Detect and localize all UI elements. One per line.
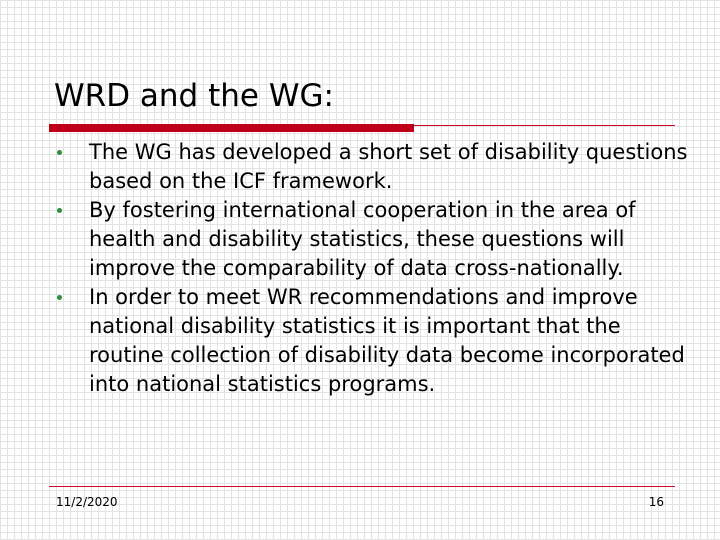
bullet-item <box>52 196 692 283</box>
footer-divider <box>49 486 675 487</box>
bullet-list <box>52 138 692 399</box>
title-underline-line <box>414 125 675 126</box>
footer-date: 11/2/2020 <box>56 495 118 509</box>
bullet-text: The WG has developed a short set of disability questions based on the ICF framework. <box>89 140 688 193</box>
bullet-dot-icon <box>57 295 62 300</box>
slide-title: WRD and the WG: <box>54 78 334 114</box>
bullet-item <box>52 138 692 196</box>
title-underline-bar <box>49 124 414 132</box>
bullet-dot-icon <box>57 208 62 213</box>
bullet-item <box>52 283 692 399</box>
bullet-text: By fostering international cooperation in the area of health and disability statistics, these questions will improve the comparability of data cross-nationally. <box>89 198 636 280</box>
bullet-dot-icon <box>57 150 62 155</box>
bullet-text: In order to meet WR recommendations and improve national disability statistics it is important that the routine collection of disability data become incorporated into national statistics programs. <box>89 285 685 396</box>
page-number: 16 <box>648 495 664 509</box>
